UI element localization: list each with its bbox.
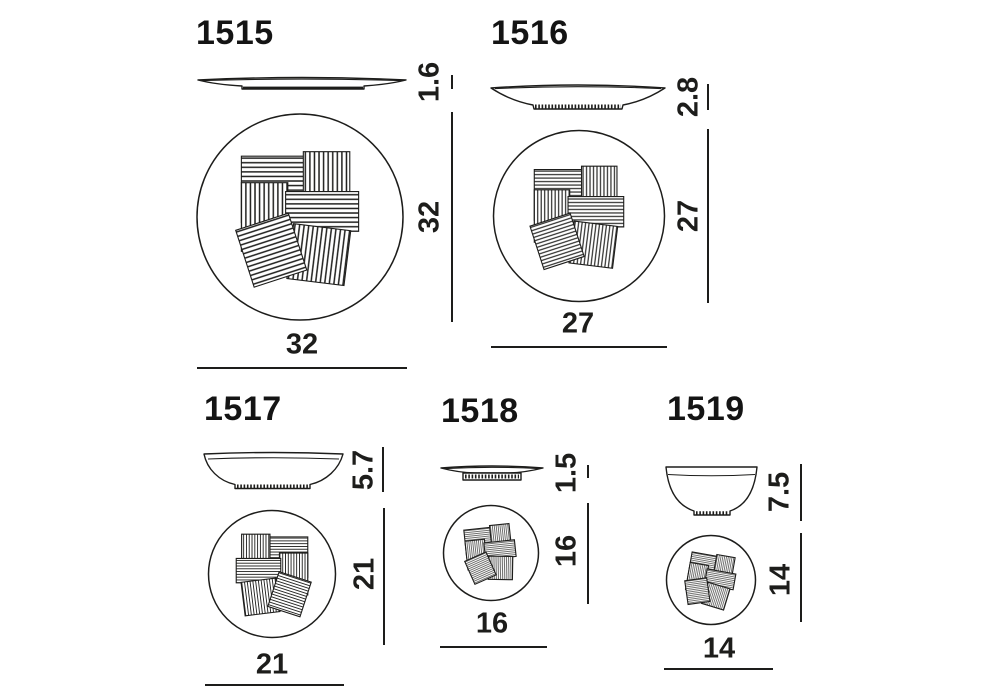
diameter-dim-value: 27 (672, 199, 705, 233)
side-view-drawing (439, 461, 545, 483)
height-dim-line (587, 465, 589, 478)
side-view-drawing (664, 462, 759, 520)
diameter-dim-line (587, 503, 589, 604)
height-dim-line (800, 464, 802, 521)
width-dim-line (491, 346, 667, 348)
width-dim-value: 32 (285, 328, 319, 361)
diameter-dim-value: 16 (550, 534, 583, 568)
width-dim-value: 21 (255, 648, 289, 681)
width-dim-line (664, 668, 773, 670)
product-title: 1519 (667, 390, 745, 428)
height-dim-line (707, 84, 709, 110)
diameter-dim-value: 21 (348, 557, 381, 591)
height-dim-value: 2.8 (672, 76, 705, 118)
weave-pattern (236, 152, 359, 287)
side-view-drawing (196, 68, 408, 94)
width-dim-line (440, 646, 547, 648)
diameter-dim-value: 14 (764, 563, 797, 597)
width-dim-value: 16 (475, 607, 509, 640)
height-dim-value: 7.5 (763, 471, 796, 513)
side-view-drawing (202, 447, 345, 493)
side-view-drawing (489, 79, 667, 113)
product-title: 1515 (196, 14, 274, 52)
top-view-drawing (492, 129, 666, 303)
height-dim-line (382, 447, 384, 492)
diameter-dim-line (451, 112, 453, 322)
product-title: 1518 (441, 392, 519, 430)
height-dim-line (451, 75, 453, 89)
width-dim-line (197, 367, 407, 369)
diameter-dim-value: 32 (413, 200, 446, 234)
weave-pattern (530, 166, 624, 269)
height-dim-value: 5.7 (347, 449, 380, 491)
width-dim-line (205, 684, 344, 686)
weave-pattern (236, 534, 311, 617)
foot-ring (243, 87, 363, 89)
width-dim-value: 27 (561, 307, 595, 340)
top-view-drawing (207, 509, 337, 639)
height-dim-value: 1.5 (550, 452, 583, 494)
top-view-drawing (195, 112, 405, 322)
top-view-drawing (665, 534, 757, 626)
diameter-dim-line (383, 508, 385, 645)
top-view-drawing (442, 504, 540, 602)
diameter-dim-line (707, 129, 709, 303)
height-dim-value: 1.6 (413, 61, 446, 103)
width-dim-value: 14 (702, 632, 736, 665)
diameter-dim-line (800, 533, 802, 622)
product-title: 1517 (204, 390, 282, 428)
product-title: 1516 (491, 14, 569, 52)
